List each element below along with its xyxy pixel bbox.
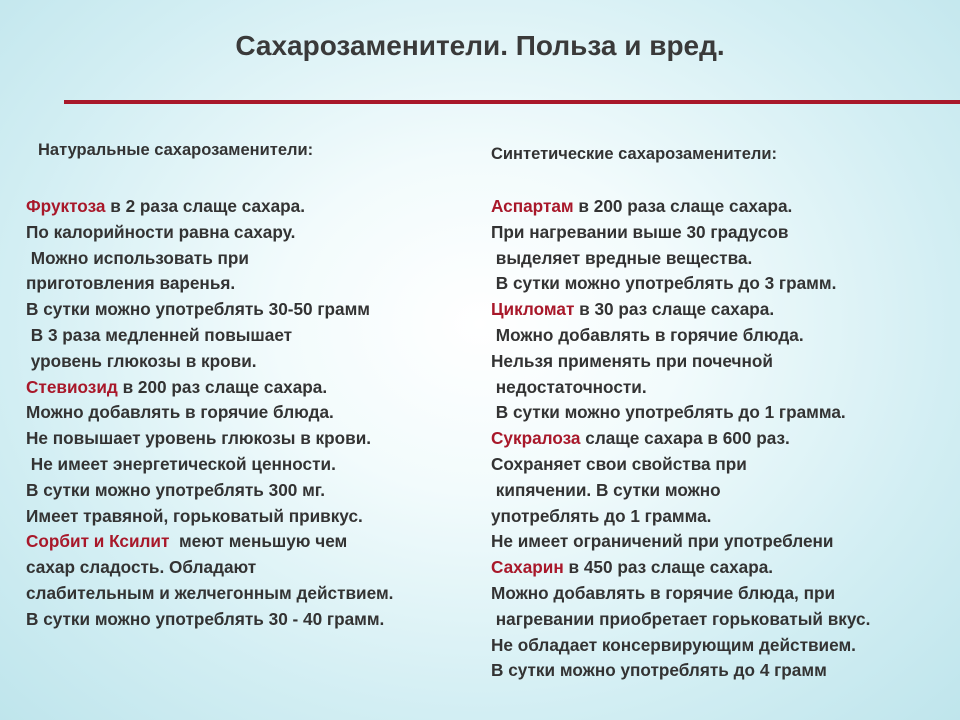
sweetener-name: Сукралоза <box>491 428 581 449</box>
line-text: По калорийности равна сахару. <box>26 221 296 242</box>
line-text: В сутки можно употреблять 300 мг. <box>26 479 326 500</box>
line-text: в 450 раз слаще сахара. <box>563 557 774 578</box>
line-text: слаще сахара в 600 раз. <box>580 428 790 449</box>
line-text: уровень глюкозы в крови. <box>26 350 257 371</box>
natural-sweeteners-heading: Натуральные сахарозаменители: <box>38 141 314 159</box>
line-text: В сутки можно употреблять 30-50 грамм <box>26 299 371 320</box>
line-text: В сутки можно употреблять до 4 грамм <box>491 660 827 681</box>
line-text: В 3 раза медленней повышает <box>26 325 293 345</box>
line-text: Сохраняет свои свойства при <box>491 454 747 474</box>
line-text: недостаточности. <box>491 376 647 397</box>
line-text: слабительным и желчегонным действием. <box>26 583 394 603</box>
right-text-line <box>491 324 804 346</box>
line-text: употреблять до 1 грамма. <box>491 505 712 526</box>
left-text-line <box>26 479 325 501</box>
left-text-line <box>26 298 370 320</box>
line-text: В сутки можно употреблять до 3 грамм. <box>491 273 837 294</box>
right-text-line <box>491 556 773 578</box>
left-text-line <box>26 582 393 604</box>
right-text-line <box>491 221 788 243</box>
left-text-line <box>26 530 347 552</box>
right-text-line <box>491 479 721 501</box>
line-text: Нельзя применять при почечной <box>491 350 773 371</box>
left-text-line <box>26 350 257 372</box>
line-text: выделяет вредные вещества. <box>491 247 753 268</box>
right-text-line <box>491 453 747 475</box>
sweetener-name: Сорбит и Ксилит <box>26 531 170 552</box>
right-text-line <box>491 530 833 552</box>
sweetener-name: Цикломат <box>491 299 575 320</box>
line-text: в 200 раза слаще сахара. <box>573 196 793 216</box>
left-text-line <box>26 556 256 578</box>
right-text-line <box>491 427 790 449</box>
line-text: Не повышает уровень глюкозы в крови. <box>26 428 372 449</box>
right-text-line <box>491 247 752 269</box>
line-text: в 30 раз слаще сахара. <box>574 299 775 320</box>
left-text-line <box>26 427 371 449</box>
line-text: Не имеет энергетической ценности. <box>26 454 336 474</box>
right-text-line <box>491 272 836 294</box>
slide-title: Сахарозаменители. Польза и вред. <box>235 30 725 61</box>
left-text-line <box>26 221 295 243</box>
right-text-line <box>491 659 827 681</box>
left-text-line <box>26 247 249 269</box>
right-text-line <box>491 401 846 423</box>
left-text-line <box>26 272 235 294</box>
line-text: Можно использовать при <box>26 247 249 268</box>
line-text: Не имеет ограничений при употреблени <box>491 531 834 552</box>
line-text: в 2 раза слаще сахара. <box>105 196 305 216</box>
right-text-line <box>491 376 647 398</box>
line-text: приготовления варенья. <box>26 273 236 294</box>
left-text-line <box>26 608 384 630</box>
left-text-line <box>26 401 334 423</box>
line-text: сахар сладость. Обладают <box>26 557 257 578</box>
right-text-line <box>491 350 773 372</box>
left-text-line <box>26 195 305 217</box>
line-text: При нагревании выше 30 градусов <box>491 221 789 242</box>
left-text-line <box>26 453 336 475</box>
right-text-line <box>491 634 856 656</box>
line-text: в 200 раз слаще сахара. <box>117 376 328 397</box>
sweetener-name: Аспартам <box>491 196 574 216</box>
sweetener-name: Фруктоза <box>26 196 106 216</box>
sweetener-name: Сахарин <box>491 557 564 578</box>
left-text-line <box>26 324 292 346</box>
right-text-line <box>491 608 870 630</box>
sweetener-name: Стевиозид <box>26 376 118 397</box>
right-text-line <box>491 505 711 527</box>
left-text-line <box>26 376 327 398</box>
line-text: Можно добавлять в горячие блюда. <box>26 402 334 423</box>
line-text: Можно добавлять в горячие блюда, при <box>491 583 836 603</box>
line-text: нагревании приобретает горьковатый вкус. <box>491 608 871 629</box>
right-text-line <box>491 195 792 217</box>
line-text: В сутки можно употреблять 30 - 40 грамм. <box>26 608 385 629</box>
title-divider <box>64 100 960 104</box>
line-text: кипячении. В сутки можно <box>491 479 721 500</box>
line-text: Можно добавлять в горячие блюда. <box>491 325 804 345</box>
right-text-line <box>491 298 774 320</box>
left-text-line <box>26 505 363 527</box>
right-text-line <box>491 582 835 604</box>
line-text: Имеет травяной, горьковатый привкус. <box>26 505 363 526</box>
line-text: Не обладает консервирующим действием. <box>491 634 856 655</box>
line-text: В сутки можно употреблять до 1 грамма. <box>491 402 846 423</box>
synthetic-sweeteners-heading: Синтетические сахарозаменители: <box>491 145 778 163</box>
line-text: меют меньшую чем <box>169 531 348 552</box>
